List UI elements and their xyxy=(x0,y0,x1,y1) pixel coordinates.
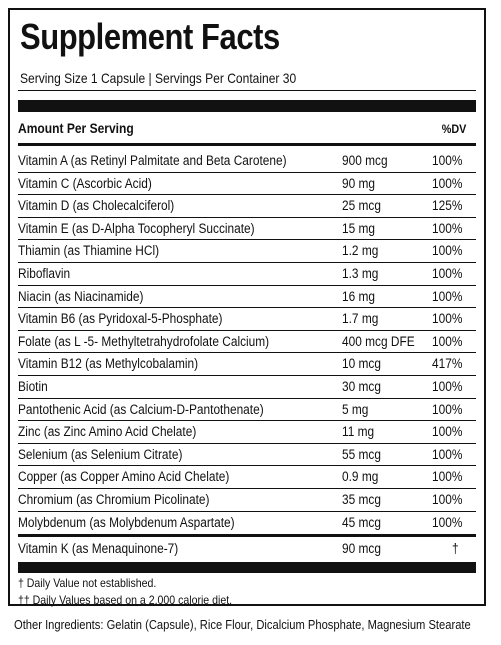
panel-title: Supplement Facts xyxy=(20,16,280,57)
thick-divider xyxy=(18,100,476,112)
nutrient-amount: 35 mcg xyxy=(342,491,381,507)
nutrient-row xyxy=(18,218,476,241)
nutrient-row xyxy=(18,489,476,512)
nutrient-dv: 100% xyxy=(432,424,463,440)
dv-header: %DV xyxy=(441,122,466,136)
nutrient-row xyxy=(18,444,476,467)
nutrient-dv: 100% xyxy=(432,153,463,168)
nutrient-amount: 400 mcg DFE xyxy=(342,333,415,349)
nutrient-name: Selenium (as Selenium Citrate) xyxy=(18,446,183,462)
nutrient-amount: 30 mcg xyxy=(342,378,381,394)
dagger-symbol: † xyxy=(452,541,459,556)
thin-divider xyxy=(18,90,476,91)
footnote-daily-value-not-established: † Daily Value not established. xyxy=(18,576,157,590)
nutrient-rows xyxy=(18,150,476,534)
nutrient-name: Riboflavin xyxy=(18,265,71,281)
nutrient-amount: 90 mg xyxy=(342,175,376,191)
nutrient-dv: 100% xyxy=(432,175,463,191)
nutrient-dv: 417% xyxy=(432,356,463,372)
nutrient-row xyxy=(18,150,476,173)
nutrient-dv: 100% xyxy=(432,220,463,236)
nutrient-name: Thiamin (as Thiamine HCl) xyxy=(18,243,160,259)
nutrient-dv: 100% xyxy=(432,333,463,349)
nutrient-dv: 100% xyxy=(432,243,463,259)
nutrient-name: Vitamin B12 (as Methylcobalamin) xyxy=(18,356,199,372)
nutrient-row xyxy=(18,421,476,444)
nutrient-row xyxy=(18,512,476,535)
nutrient-name: Zinc (as Zinc Amino Acid Chelate) xyxy=(18,424,197,440)
nutrient-row xyxy=(18,263,476,286)
nutrient-name: Vitamin B6 (as Pyridoxal-5-Phosphate) xyxy=(18,311,223,327)
nutrient-dv: 100% xyxy=(432,311,463,327)
nutrient-amount: 45 mcg xyxy=(342,514,381,530)
section-divider xyxy=(18,534,476,537)
nutrient-amount: 5 mg xyxy=(342,401,369,417)
vitamin-k-row xyxy=(18,538,476,560)
nutrient-row xyxy=(18,195,476,218)
nutrient-amount: 10 mcg xyxy=(342,356,381,372)
bottom-thick-divider xyxy=(18,562,476,573)
nutrient-row xyxy=(18,399,476,422)
nutrient-name: Vitamin D (as Cholecalciferol) xyxy=(18,198,175,214)
nutrient-row xyxy=(18,466,476,489)
nutrient-amount: 1.2 mg xyxy=(342,243,379,259)
nutrient-amount: 90 mcg xyxy=(342,541,381,556)
serving-info: Serving Size 1 Capsule | Servings Per Container 30 xyxy=(20,70,297,86)
nutrient-name: Vitamin C (Ascorbic Acid) xyxy=(18,175,152,191)
nutrient-dv: 100% xyxy=(432,446,463,462)
nutrient-name: Chromium (as Chromium Picolinate) xyxy=(18,491,210,507)
amount-per-serving-header: Amount Per Serving xyxy=(18,120,134,136)
nutrient-row xyxy=(18,353,476,376)
nutrient-dv: 125% xyxy=(432,198,463,214)
other-ingredients: Other Ingredients: Gelatin (Capsule), Rice Flour, Dicalcium Phosphate, Magnesium Stearate xyxy=(14,617,471,632)
nutrient-dv: 100% xyxy=(432,514,463,530)
nutrient-dv: 100% xyxy=(432,491,463,507)
nutrient-dv: 100% xyxy=(432,401,463,417)
nutrient-name: Niacin (as Niacinamide) xyxy=(18,288,144,304)
table-header xyxy=(18,116,476,142)
nutrient-amount: 11 mg xyxy=(342,424,375,440)
nutrient-amount: 1.7 mg xyxy=(342,311,379,327)
nutrient-name: Biotin xyxy=(18,378,48,394)
nutrient-amount: 900 mcg xyxy=(342,153,388,168)
nutrient-name: Vitamin A (as Retinyl Palmitate and Beta Carotene) xyxy=(18,153,287,168)
nutrient-dv: 100% xyxy=(432,265,463,281)
footnote-calorie-diet: †† Daily Values based on a 2,000 calorie diet. xyxy=(18,593,233,607)
nutrient-dv: 100% xyxy=(432,378,463,394)
nutrient-row xyxy=(18,331,476,354)
nutrient-name: Copper (as Copper Amino Acid Chelate) xyxy=(18,469,230,485)
header-divider xyxy=(18,143,476,146)
nutrient-name: Folate (as L -5- Methyltetrahydrofolate Calcium) xyxy=(18,333,270,349)
nutrient-row xyxy=(18,240,476,263)
nutrient-amount: 25 mcg xyxy=(342,198,381,214)
nutrient-row xyxy=(18,286,476,309)
nutrient-amount: 15 mg xyxy=(342,220,376,236)
nutrient-amount: 1.3 mg xyxy=(342,265,379,281)
nutrient-amount: 16 mg xyxy=(342,288,376,304)
nutrient-name: Vitamin K (as Menaquinone-7) xyxy=(18,541,179,556)
nutrient-dv: 100% xyxy=(432,288,463,304)
nutrient-amount: 55 mcg xyxy=(342,446,381,462)
nutrient-row xyxy=(18,173,476,196)
nutrient-name: Pantothenic Acid (as Calcium-D-Pantothenate) xyxy=(18,401,264,417)
nutrient-row xyxy=(18,308,476,331)
nutrient-name: Molybdenum (as Molybdenum Aspartate) xyxy=(18,514,235,530)
nutrient-name: Vitamin E (as D-Alpha Tocopheryl Succinate) xyxy=(18,220,255,236)
nutrient-row xyxy=(18,376,476,399)
nutrient-dv: 100% xyxy=(432,469,463,485)
nutrient-amount: 0.9 mg xyxy=(342,469,379,485)
